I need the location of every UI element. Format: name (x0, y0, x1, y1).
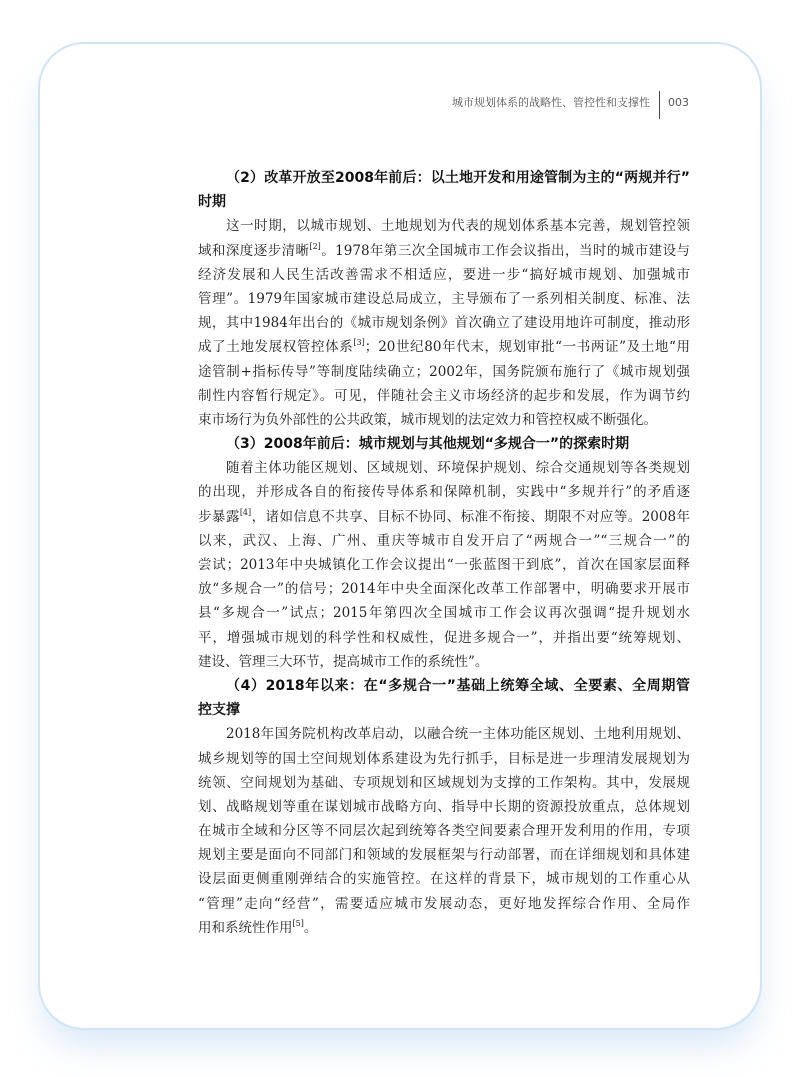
paragraph-line: 县“多规合一”试点；2015年第四次全国城市工作会议再次强调“提升规划水 (198, 605, 690, 622)
citation-ref: [4] (239, 507, 252, 517)
paragraph-line: “管理”走向“经营”，需要适应城市发展动态，更好地发挥综合作用、全局作 (198, 895, 690, 912)
line-text: 成了土地发展权管控体系 (198, 339, 354, 356)
paragraph-line: 束市场行为负外部性的公共政策，城市规划的法定效力和管控权威不断强化。 (198, 411, 657, 428)
paragraph-line: 的出现，并形成各自的衔接传导体系和保障机制，实践中“多规并行”的矛盾逐 (198, 484, 690, 501)
line-text: 步暴露 (198, 508, 240, 525)
paragraph-line (198, 335, 690, 359)
paragraph-line: 这一时期，以城市规划、土地规划为代表的规划体系基本完善，规划管控领 (226, 218, 690, 235)
line-text: ；20世纪80年代末，规划审批“一书两证”及土地“用 (364, 339, 691, 356)
paragraph-line: 城乡规划等的国土空间规划体系建设为先行抓手，目标是进一步理清发展规划为 (198, 750, 690, 767)
paragraph-line (198, 916, 690, 940)
paragraph-line: 划、战略规划等重在谋划城市战略方向、指导中长期的资源投放重点，总体规划 (198, 798, 690, 815)
line-text: 。 (303, 919, 318, 936)
paragraph-line (198, 505, 690, 529)
paragraph-line: 制性内容暂行规定》。可见，伴随社会主义市场经济的起步和发展，作为调节约 (198, 387, 690, 404)
paragraph-line: 规，其中1984年出台的《城市规划条例》首次确立了建设用地许可制度，推动形 (198, 315, 690, 332)
section-heading: （4）2018年以来：在“多规合一”基础上统筹全域、全要素、全周期管 (226, 677, 690, 694)
line-text: ，诸如信息不共享、目标不协同、标准不衔接、期限不对应等。2008年 (251, 508, 691, 525)
paragraph-line: 经济发展和人民生活改善需求不相适应，要进一步“搞好城市规划、加强城市 (198, 266, 690, 283)
line-text: 。1978年第三次全国城市工作会议指出，当时的城市建设与 (320, 242, 690, 259)
paragraph-line: 统领、空间规划为基础、专项规划和区域规划为支撑的工作架构。其中，发展规 (198, 774, 690, 791)
section-heading: （3）2008年前后：城市规划与其他规划“多规合一”的探索时期 (226, 436, 630, 453)
paragraph-line: 以来，武汉、上海、广州、重庆等城市自发开启了“两规合一”“三规合一”的 (198, 532, 690, 549)
header-divider (659, 91, 660, 119)
line-text: 域和深度逐步清晰 (198, 242, 310, 259)
page-body (198, 166, 690, 940)
section-heading: 控支撑 (198, 702, 240, 719)
paragraph-line: 放“多规合一”的信号；2014年中央全面深化改革工作部署中，明确要求开展市 (198, 581, 690, 598)
citation-ref: [5] (292, 918, 304, 928)
citation-ref: [3] (353, 338, 365, 348)
paragraph-line: 尝试；2013年中央城镇化工作会议提出“一张蓝图干到底”，首次在国家层面释 (198, 557, 690, 573)
paragraph-line: 随着主体功能区规划、区域规划、环境保护规划、综合交通规划等各类规划 (226, 460, 690, 477)
citation-ref: [2] (309, 241, 321, 251)
section-heading: 时期 (198, 194, 226, 211)
paragraph-line: 在城市全域和分区等不同层次起到统筹各类空间要素合理开发利用的作用，专项 (198, 823, 690, 840)
line-text: 用和系统性作用 (198, 919, 293, 936)
section-heading: （2）改革开放至2008年前后：以土地开发和用途管制为主的“两规并行” (226, 170, 690, 186)
paragraph-line: 设层面更侧重刚弹结合的实施管控。在这样的背景下，城市规划的工作重心从 (198, 871, 690, 888)
paragraph-line: 管理”。1979年国家城市建设总局成立，主导颁布了一系列相关制度、标准、法 (198, 290, 690, 307)
paragraph-line: 平，增强城市规划的科学性和权威性，促进多规合一”，并指出要“统筹规划、 (198, 629, 690, 646)
paragraph-line (198, 239, 690, 263)
running-title: 城市规划体系的战略性、管控性和支撑性 (452, 96, 650, 109)
paragraph-line: 规划主要是面向不同部门和领域的发展框架与行动部署，而在详细规划和具体建 (198, 847, 690, 864)
paragraph-line: 途管制+指标传导”等制度陆续确立；2002年，国务院颁布施行了《城市规划强 (198, 363, 690, 380)
paragraph-line: 2018年国务院机构改革启动，以融合统一主体功能区规划、土地利用规划、 (226, 726, 690, 743)
paragraph-line: 建设、管理三大环节，提高城市工作的系统性”。 (198, 653, 489, 670)
page-number: 003 (668, 96, 689, 109)
